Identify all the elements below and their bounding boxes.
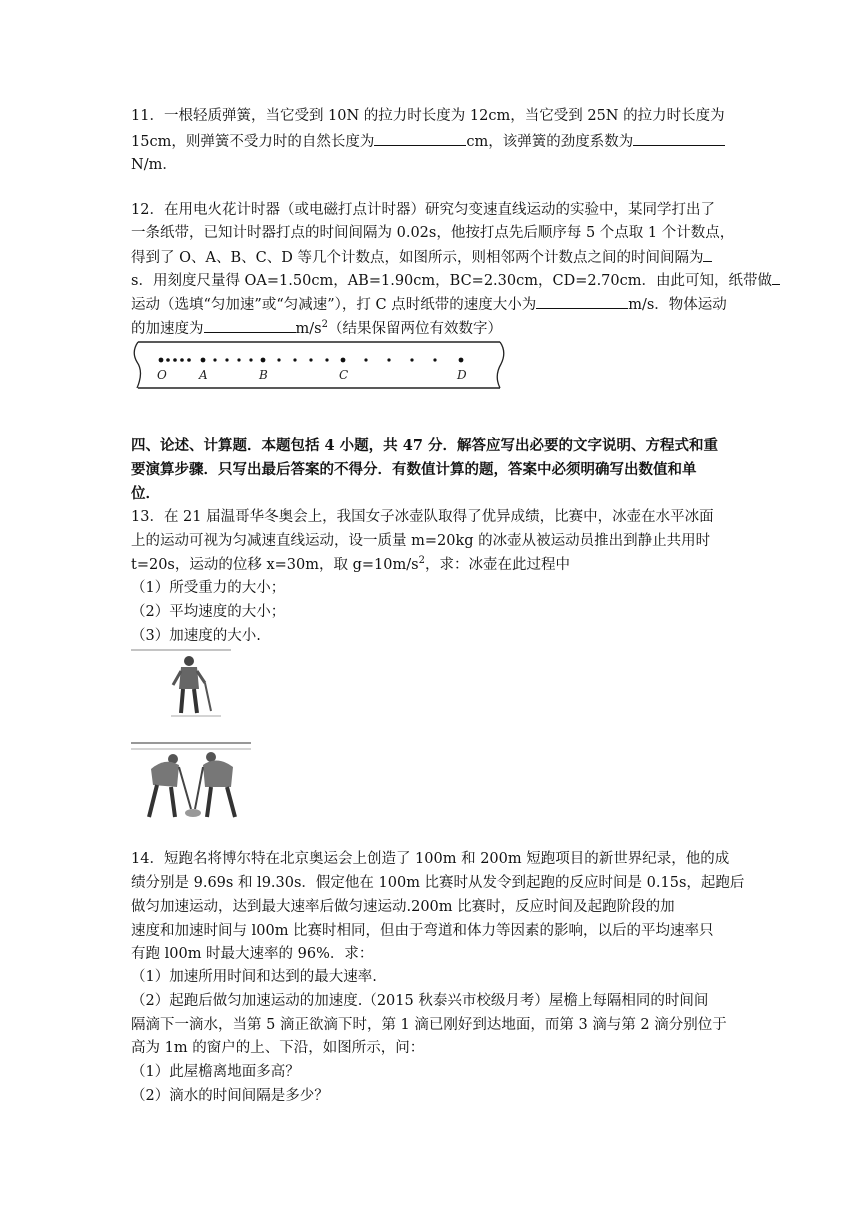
answer-blank[interactable] (772, 270, 780, 285)
q14-sub-4: （2）滴水的时间间隔是多少？ (131, 1088, 329, 1104)
paper-tape-figure (128, 336, 508, 394)
q12-text-a: 运动（选填“匀加速”或“匀减速”），打 C 点时纸带的速度大小为 (131, 297, 537, 313)
q13-sub-2: （2）平均速度的大小； (131, 604, 286, 620)
q11-text-a: 15cm，则弹簧不受力时的自然长度为 (131, 134, 375, 150)
q12-text: 得到了 O、A、B、C、D 等几个计数点，如图所示，则相邻两个计数点之间的时间间隔为 (131, 250, 704, 266)
tape-label-b: B (259, 368, 268, 382)
q12-text-a: 的加速度为 (131, 321, 204, 337)
q14-sub-1: （1）加速所用时间和达到的最大速率. (131, 969, 377, 985)
q11-line-2 (131, 131, 725, 152)
q14-line-3: 做匀加速运动，达到最大速率后做匀速运动.200m 比赛时，反应时间及起跑阶段的加 (131, 899, 675, 915)
q14-line-8: 高为 1m 的窗户的上、下沿，如图所示，问： (131, 1040, 425, 1056)
tape-label-o: O (157, 368, 167, 382)
q13-sub-3: （3）加速度的大小. (131, 628, 261, 644)
section-4-line-3: 位． (131, 485, 160, 502)
q11-line-3: N/m． (131, 157, 177, 173)
section-4-line-1: 四、论述、计算题．本题包括 4 小题，共 47 分．解答应写出必要的文字说明、方程式和重 (131, 437, 718, 454)
q12-text-c: （结果保留两位有效数字） (327, 321, 502, 337)
q14-line-2: 绩分别是 9.69s 和 l9.30s．假定他在 100m 比赛时从发令到起跑的反应时间是 0.15s，起跑后 (131, 875, 745, 891)
q12-line-5 (131, 294, 727, 315)
answer-blank[interactable] (703, 247, 712, 262)
q12-unit-exponent: 2 (321, 319, 328, 331)
q14-line-5: 有跑 l00m 时最大速率的 96%．求： (131, 946, 374, 962)
section-4-line-2: 要演算步骤．只写出最后答案的不得分．有数值计算的题，答案中必须明确写出数值和单 (131, 461, 697, 478)
q12-line-1: 12．在用电火花计时器（或电磁打点计时器）研究匀变速直线运动的实验中，某同学打出了 (131, 202, 715, 218)
answer-blank[interactable] (204, 318, 296, 333)
tape-label-c: C (339, 368, 349, 382)
q13-line-3 (131, 555, 570, 575)
q14-line-1: 14．短跑名将博尔特在北京奥运会上创造了 100m 和 200m 短跑项目的新世界纪录，他的成 (131, 851, 730, 867)
q12-unit: m/s (295, 321, 322, 337)
q12-line-3 (131, 247, 712, 268)
answer-blank[interactable] (633, 131, 725, 146)
answer-blank[interactable] (536, 294, 628, 309)
q14-sub-2: （2）起跑后做匀加速运动的加速度.（2015 秋泰兴市校级月考）屋檐上每隔相同的时间间 (131, 993, 709, 1009)
q13-unit-exponent: 2 (418, 555, 425, 567)
q13-line-1: 13．在 21 届温哥华冬奥会上，我国女子冰壶队取得了优异成绩，比赛中，冰壶在水平冰面 (131, 509, 714, 525)
q14-sub-3: （1）此屋檐离地面多高？ (131, 1064, 300, 1080)
q11-text-b: cm，该弹簧的劲度系数为 (466, 134, 634, 150)
answer-blank[interactable] (374, 131, 466, 146)
q11-line-1: 11．一根轻质弹簧，当它受到 10N 的拉力时长度为 12cm，当它受到 25N 的拉力时长度为 (131, 108, 725, 124)
tape-label-a: A (199, 368, 208, 382)
q13-text-b: ，求：冰壶在此过程中 (424, 557, 570, 573)
q13-sub-1: （1）所受重力的大小； (131, 580, 286, 596)
q12-line-4 (131, 270, 780, 291)
curling-sweepers-illustration (131, 735, 251, 823)
q13-line-2: 上的运动可视为匀减速直线运动，设一质量 m=20kg 的冰壶从被运动员推出到静止共用时 (131, 533, 711, 549)
q12-text-b: m/s．物体运动 (628, 297, 727, 313)
q14-line-4: 速度和加速时间与 l00m 比赛时相同，但由于弯道和体力等因素的影响，以后的平均速率只 (131, 923, 714, 939)
q12-line-2: 一条纸带，已知计时器打点的时间间隔为 0.02s，他按打点先后顺序每 5 个点取 1 个计数点， (131, 225, 735, 241)
q14-line-7: 隔滴下一滴水，当第 5 滴正欲滴下时，第 1 滴已刚好到达地面，而第 3 滴与第 2 滴分别位于 (131, 1017, 727, 1033)
tape-label-d: D (457, 368, 467, 382)
q13-text-a: t=20s，运动的位移 x=30m，取 g=10m/s (131, 557, 419, 573)
curling-player-illustration (131, 647, 231, 719)
q12-text: s．用刻度尺量得 OA=1.50cm，AB=1.90cm，BC=2.30cm，CD=2.70cm．由此可知，纸带做 (131, 273, 772, 289)
